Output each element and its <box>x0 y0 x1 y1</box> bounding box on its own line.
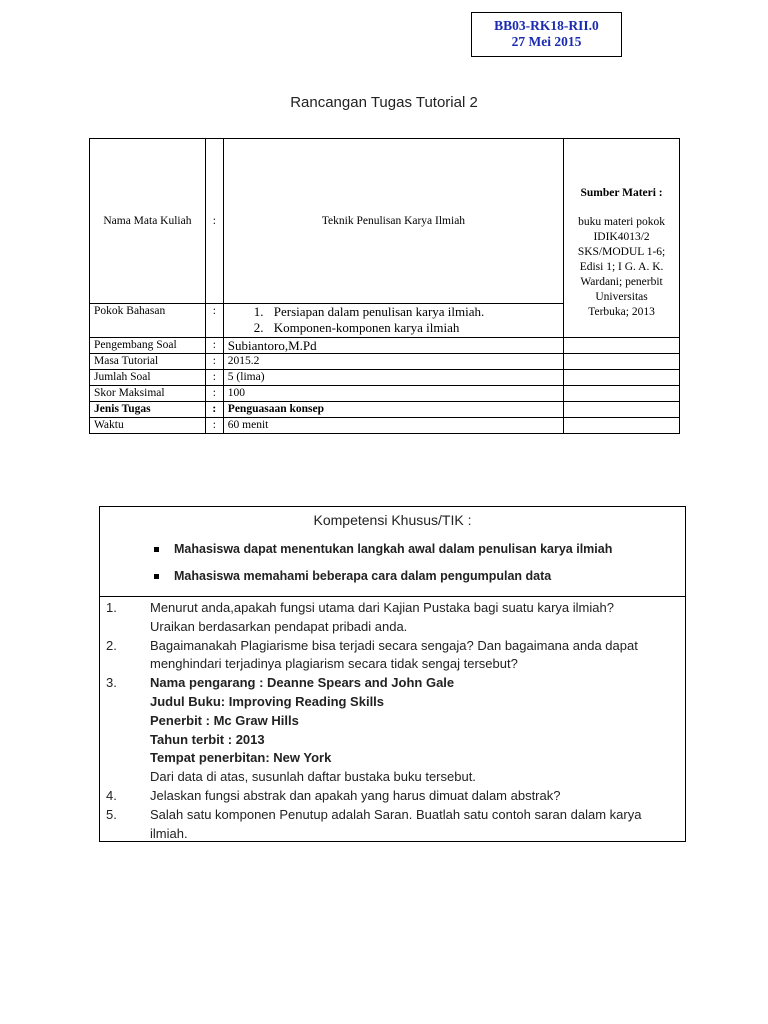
table-row <box>90 402 680 418</box>
pokok-item: 1. Persiapan dalam penulisan karya ilmiah. <box>253 304 485 319</box>
source-line: buku materi pokok <box>578 216 665 228</box>
row-label: Waktu <box>90 418 206 434</box>
document-date: 27 Mei 2015 <box>511 34 582 49</box>
kompetensi-header <box>100 507 685 597</box>
table-row <box>90 354 680 370</box>
question-list <box>100 597 685 843</box>
document-code: BB03-RK18-RII.0 <box>494 18 599 33</box>
question-item: 3. Nama pengarang : Deanne Spears and John Gale Judul Buku: Improving Reading Skills Penerbit : Mc Graw Hills Tahun terbit : 2013 Tempat penerbitan: New York Dari data di atas, susunlah daftar bustaka buku tersebut. <box>106 675 476 785</box>
pokok-label: Pokok Bahasan <box>90 304 206 338</box>
source-line: Universitas <box>595 291 648 303</box>
competency-item: Mahasiswa dapat menentukan langkah awal dalam penulisan karya ilmiah <box>152 541 612 568</box>
row-label: Skor Maksimal <box>90 386 206 402</box>
colon: : <box>205 338 223 354</box>
row-label: Jenis Tugas <box>90 402 206 418</box>
kompetensi-box <box>99 506 686 842</box>
course-value: Teknik Penulisan Karya Ilmiah <box>223 139 563 304</box>
row-label: Jumlah Soal <box>90 370 206 386</box>
pokok-value <box>223 304 563 338</box>
competency-item: Mahasiswa memahami beberapa cara dalam pengumpulan data <box>152 568 612 595</box>
colon: : <box>205 418 223 434</box>
colon: : <box>205 370 223 386</box>
colon: : <box>205 386 223 402</box>
page-title: Rancangan Tugas Tutorial 2 <box>290 94 478 111</box>
source-line: Wardani; penerbit <box>580 276 663 288</box>
square-bullet-icon <box>154 574 159 579</box>
table-row <box>90 370 680 386</box>
course-label: Nama Mata Kuliah <box>90 139 206 304</box>
colon: : <box>205 304 223 338</box>
source-line: Terbuka; 2013 <box>588 306 655 318</box>
row-label: Pengembang Soal <box>90 338 206 354</box>
source-title: Sumber Materi : <box>580 187 663 199</box>
row-label: Masa Tutorial <box>90 354 206 370</box>
square-bullet-icon <box>154 547 159 552</box>
table-row <box>90 338 680 354</box>
table-row <box>90 418 680 434</box>
source-line: IDIK4013/2 <box>593 231 650 243</box>
colon: : <box>205 354 223 370</box>
row-value: 60 menit <box>223 418 563 434</box>
row-value: Subiantoro,M.Pd <box>223 338 563 354</box>
row-value: 2015.2 <box>223 354 563 370</box>
document-code-box <box>471 12 622 57</box>
colon: : <box>205 402 223 418</box>
question-item: 2. Bagaimanakah Plagiarisme bisa terjadi secara sengaja? Dan bagaimana anda dapat menghindari terjadinya plagiarism secara tidak sengaj tersebut? <box>106 637 638 672</box>
question-item: 4. Jelaskan fungsi abstrak dan apakah yang harus dimuat dalam abstrak? <box>106 787 561 803</box>
row-value: 100 <box>223 386 563 402</box>
course-row <box>90 139 680 304</box>
table-row <box>90 386 680 402</box>
colon: : <box>205 139 223 304</box>
kompetensi-title: Kompetensi Khusus/TIK : <box>313 512 472 528</box>
question-item: 1. Menurut anda,apakah fungsi utama dari Kajian Pustaka bagi suatu karya ilmiah? Uraikan berdasarkan pendapat pribadi anda. <box>106 600 614 634</box>
question-item: 5. Salah satu komponen Penutup adalah Saran. Buatlah satu contoh saran dalam karya ilmiah. <box>106 806 642 841</box>
pokok-item: 2. Komponen-komponen karya ilmiah <box>253 320 460 335</box>
source-line: Edisi 1; I G. A. K. <box>579 261 664 273</box>
row-value: 5 (lima) <box>223 370 563 386</box>
source-cell <box>564 139 680 338</box>
source-line: SKS/MODUL 1-6; <box>577 246 666 258</box>
row-value: Penguasaan konsep <box>223 402 563 418</box>
info-table <box>89 138 680 434</box>
